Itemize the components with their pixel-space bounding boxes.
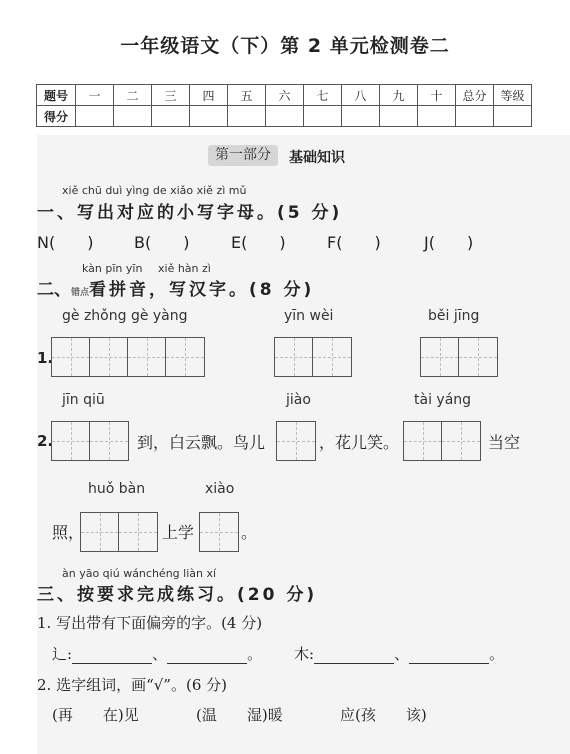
score-input-cell[interactable] [114,106,152,127]
row1-pinyin: gè zhǒng gè yàng [62,308,188,324]
table-cell: 二 [114,85,152,106]
part-tag: 第一部分 [208,145,278,166]
table-cell: 等级 [494,85,532,106]
table-cell: 四 [190,85,228,106]
sub-question-2: 2. 选字组词，画“√”。(6 分) [37,676,227,694]
row2-pinyin: jiào [286,392,311,408]
period: 。 [489,645,505,663]
score-table [36,84,532,127]
answer-blank[interactable] [167,649,247,664]
score-input-cell[interactable] [342,106,380,127]
writing-grid[interactable] [403,421,481,461]
sub-question-1: 1. 写出带有下面偏旁的字。(4 分) [37,614,263,632]
radical-row-left [52,643,262,664]
writing-cell[interactable] [52,422,90,460]
table-cell: 五 [228,85,266,106]
writing-cell[interactable] [128,338,166,376]
score-table-header-row [37,85,532,106]
writing-grid[interactable] [199,512,239,552]
table-cell: 八 [342,85,380,106]
table-cell: 得分 [37,106,76,127]
letter-item: N( ) [37,233,94,252]
writing-cell[interactable] [277,422,315,460]
sentence-text: 。 [241,523,258,542]
score-input-cell[interactable] [152,106,190,127]
row2-number: 2. [37,432,54,450]
writing-cell[interactable] [90,338,128,376]
choice-item[interactable]: (再 在)见 [52,706,139,724]
writing-grid[interactable] [80,512,158,552]
table-cell: 七 [304,85,342,106]
writing-grid[interactable] [276,421,316,461]
choice-item[interactable]: (温 湿)暖 [196,706,283,724]
writing-cell[interactable] [200,513,238,551]
radical-row-right [294,643,504,664]
score-input-cell[interactable] [76,106,114,127]
radical-label: 辶: [52,645,73,663]
page-title: 一年级语文（下）第 2 单元检测卷二 [120,35,450,57]
score-input-cell[interactable] [494,106,532,127]
q2-tag: 错点 [71,288,90,298]
row1-pinyin: yīn wèi [284,308,334,324]
q2-heading [37,275,314,300]
table-cell: 十 [418,85,456,106]
row2-pinyin: jīn qiū [62,392,105,408]
writing-grid[interactable] [51,337,205,377]
part-name: 基础知识 [289,150,345,166]
writing-grid[interactable] [274,337,352,377]
writing-cell[interactable] [313,338,351,376]
separator: 、 [394,645,410,663]
sentence-text: ，花儿笑。 [319,433,400,452]
writing-cell[interactable] [275,338,313,376]
score-table-score-row [37,106,532,127]
table-cell: 题号 [37,85,76,106]
answer-blank[interactable] [72,649,152,664]
writing-cell[interactable] [81,513,119,551]
row3-pinyin: xiào [205,481,235,497]
sentence-text: 上学 [162,523,195,542]
period: 。 [247,645,263,663]
q3-pinyin: àn yāo qiú wánchéng liàn xí [62,567,217,580]
row1-number: 1. [37,349,54,367]
letter-item: J( ) [424,233,474,252]
score-input-cell[interactable] [190,106,228,127]
score-input-cell[interactable] [418,106,456,127]
q3-heading [37,580,317,605]
score-input-cell[interactable] [266,106,304,127]
letter-item: F( ) [327,233,381,252]
letter-item: B( ) [134,233,190,252]
radical-label: 木: [294,645,315,663]
writing-cell[interactable] [442,422,480,460]
writing-cell[interactable] [119,513,157,551]
q1-pinyin: xiě chū duì yìng de xiǎo xiě zì mǔ [62,184,247,197]
table-cell: 九 [380,85,418,106]
q2-prefix: 二、 [37,280,71,300]
score-input-cell[interactable] [228,106,266,127]
q2-pinyin-left: kàn pīn yīn [82,262,143,275]
q1-heading [37,198,342,223]
writing-cell[interactable] [166,338,204,376]
separator: 、 [152,645,168,663]
score-input-cell[interactable] [456,106,494,127]
writing-cell[interactable] [90,422,128,460]
letter-item: E( ) [231,233,286,252]
writing-grid[interactable] [420,337,498,377]
choice-item[interactable]: 应(孩 该) [340,706,427,724]
sentence-text: 照， [52,523,85,542]
score-input-cell[interactable] [304,106,342,127]
writing-grid[interactable] [51,421,129,461]
score-input-cell[interactable] [380,106,418,127]
row2-pinyin: tài yáng [414,392,472,408]
q3-heading-text: 三、按要求完成练习。(20 分) [37,585,318,605]
q2-pinyin-right: xiě hàn zì [158,262,211,275]
table-cell: 三 [152,85,190,106]
sentence-text: 当空 [488,433,521,452]
table-cell: 一 [76,85,114,106]
answer-blank[interactable] [409,649,489,664]
sentence-text: 到，白云飘。鸟儿 [137,433,266,452]
q1-heading-text: 一、写出对应的小写字母。(5 分) [37,203,343,223]
answer-blank[interactable] [314,649,394,664]
q2-heading-text: 看拼音，写汉字。(8 分) [89,280,315,300]
writing-cell[interactable] [421,338,459,376]
table-cell: 六 [266,85,304,106]
writing-cell[interactable] [459,338,497,376]
writing-cell[interactable] [52,338,90,376]
row1-pinyin: běi jīng [428,308,480,324]
row3-pinyin: huǒ bàn [88,481,146,497]
writing-cell[interactable] [404,422,442,460]
table-cell: 总分 [456,85,494,106]
